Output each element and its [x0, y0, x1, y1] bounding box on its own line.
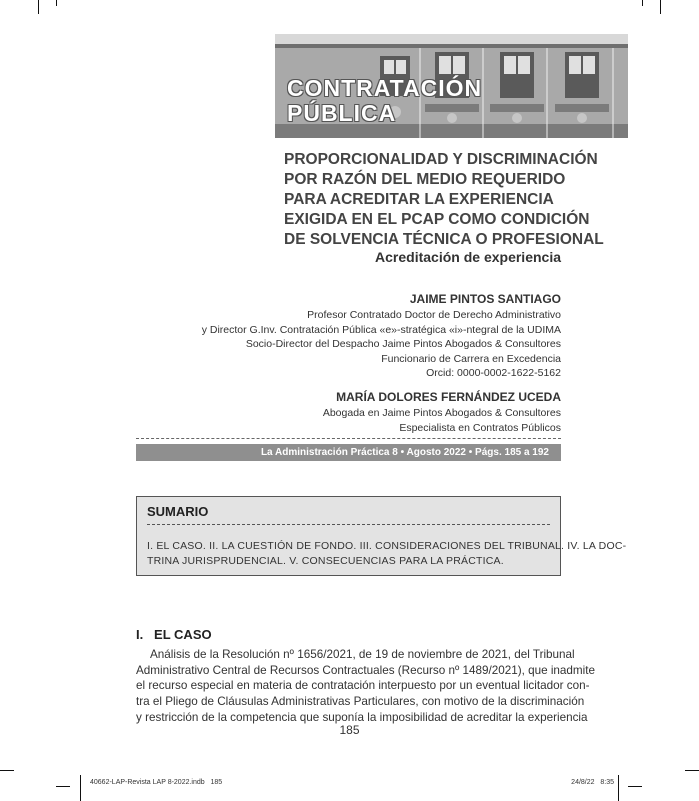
article-title-line: PROPORCIONALIDAD Y DISCRIMINACIÓN	[284, 151, 598, 168]
author-affiliation-2	[81, 406, 561, 435]
body-line: y restricción de la competencia que suponía la imposibilidad de acreditar la experiencia	[136, 710, 588, 724]
crop-mark	[56, 786, 70, 787]
crop-mark	[660, 0, 661, 14]
summary-divider	[147, 524, 550, 525]
summary-title: SUMARIO	[147, 504, 209, 519]
affiliation-line: Funcionario de Carrera en Excedencia	[381, 352, 561, 365]
section-title	[287, 76, 482, 126]
article-title-line: EXIGIDA EN EL PCAP COMO CONDICIÓN	[284, 211, 590, 228]
article-title-line: POR RAZÓN DEL MEDIO REQUERIDO	[284, 171, 566, 188]
affiliation-line: Abogada en Jaime Pintos Abogados & Consultores	[322, 407, 561, 419]
body-line: tra el Pliego de Cláusulas Administrativas Particulares, con motivo de la discriminación	[136, 695, 585, 709]
publication-info-bar: La Administración Práctica 8 • Agosto 2022 • Págs. 185 a 192	[136, 444, 561, 461]
article-title-line: DE SOLVENCIA TÉCNICA O PROFESIONAL	[284, 231, 604, 248]
section-title-line-2: PÚBLICA	[287, 100, 397, 126]
crop-mark	[38, 0, 39, 14]
summary-line: I. EL CASO. II. LA CUESTIÓN DE FONDO. III. CONSIDERACIONES DEL TRIBUNAL. IV. LA DOC-	[147, 540, 627, 552]
crop-mark	[80, 775, 81, 801]
body-line: Análisis de la Resolución nº 1656/2021, de 19 de noviembre de 2021, del Tribunal	[150, 648, 575, 661]
divider	[136, 438, 561, 439]
affiliation-line: Orcid: 0000-0002-1622-5162	[426, 367, 561, 380]
crop-mark	[0, 770, 14, 771]
author-name-2: MARÍA DOLORES FERNÁNDEZ UCEDA	[336, 390, 561, 404]
article-title	[284, 150, 604, 250]
summary-line: TRINA JURISPRUDENCIAL. V. CONSECUENCIAS PARA LA PRÁCTICA.	[147, 555, 504, 567]
summary-box	[136, 496, 627, 576]
affiliation-line: y Director G.Inv. Contratación Pública «e»-stratégica «i»-ntegral de la UDIMA	[201, 323, 561, 336]
article-title-line: PARA ACREDITAR LA EXPERIENCIA	[284, 191, 554, 208]
affiliation-line: Profesor Contratado Doctor de Derecho Administrativo	[307, 309, 561, 321]
article-subtitle: Acreditación de experiencia	[375, 249, 561, 265]
section-heading: I. EL CASO	[136, 627, 212, 642]
body-line: el recurso especial en materia de contratación interpuesto por un eventual licitador con-	[136, 679, 590, 693]
section-body	[136, 647, 596, 726]
body-line: Administrativo Central de Recursos Contractuales (Recurso nº 1489/2021), que inadmite	[136, 663, 596, 677]
crop-mark	[618, 775, 619, 801]
print-slug-timestamp: 24/8/22 8:35	[571, 779, 614, 786]
print-slug-filename: 40662-LAP-Revista LAP 8-2022.indb 185	[90, 779, 223, 786]
crop-mark	[685, 770, 699, 771]
author-affiliation-1	[81, 308, 561, 381]
crop-mark	[628, 786, 642, 787]
section-title-line-1: CONTRATACIÓN	[287, 75, 483, 101]
crop-mark	[642, 0, 643, 6]
summary-text	[147, 539, 627, 569]
affiliation-line: Socio-Director del Despacho Jaime Pintos Abogados & Consultores	[245, 338, 561, 351]
affiliation-line: Especialista en Contratos Públicos	[399, 421, 561, 434]
page-number: 185	[339, 723, 360, 737]
crop-mark	[56, 0, 57, 6]
author-name-1: JAIME PINTOS SANTIAGO	[409, 292, 561, 306]
